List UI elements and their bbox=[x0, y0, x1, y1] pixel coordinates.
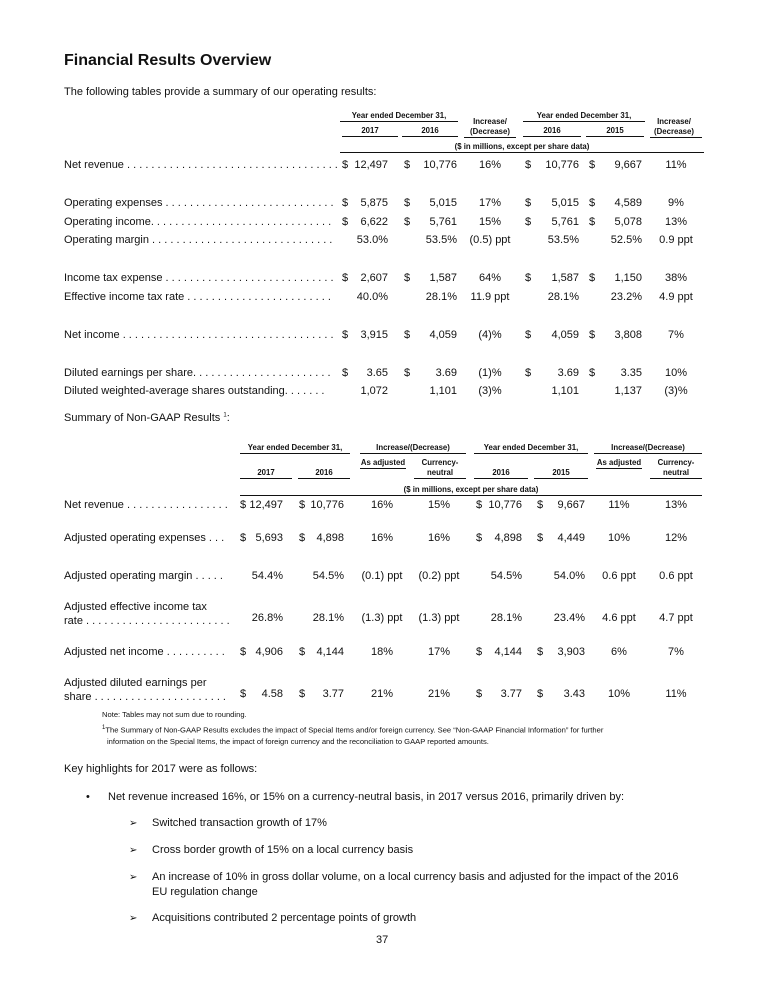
cell-value: (3)% bbox=[478, 385, 502, 397]
row-label: Adjusted operating expenses . . . bbox=[64, 532, 225, 544]
cell-value: 5,015 bbox=[429, 197, 457, 209]
t2-incdec-header-a: Increase/(Decrease) bbox=[360, 443, 466, 454]
currency-symbol: $ bbox=[589, 329, 596, 341]
highlights-intro: Key highlights for 2017 were as follows: bbox=[64, 763, 258, 775]
row-label-line2: rate . . . . . . . . . . . . . . . . . . . . . . . . bbox=[64, 615, 230, 627]
cell-value: 16% bbox=[370, 499, 394, 511]
footnote bbox=[102, 723, 603, 747]
cell-value: 10,776 bbox=[545, 159, 579, 171]
page-number: 37 bbox=[376, 934, 389, 946]
cell-value: 21% bbox=[427, 688, 451, 700]
t2-units: ($ in millions, except per share data) bbox=[240, 485, 702, 496]
cell-value: 3.43 bbox=[563, 688, 585, 700]
t1-increase-underline-b bbox=[650, 137, 702, 138]
sub-bullet-2: Cross border growth of 15% on a local currency basis bbox=[152, 844, 414, 856]
t1-group-header-b: Year ended December 31, bbox=[523, 111, 645, 122]
cell-value: 64% bbox=[478, 272, 502, 284]
cell-value: 23.2% bbox=[610, 291, 642, 303]
cell-value: (0.1) ppt bbox=[361, 570, 403, 582]
currency-symbol: $ bbox=[240, 688, 247, 700]
cell-value: 5,693 bbox=[255, 532, 283, 544]
cell-value: 12,497 bbox=[249, 499, 283, 511]
bullet-main-text: Net revenue increased 16%, or 15% on a currency-neutral basis, in 2017 versus 2016, primarily driven by: bbox=[108, 791, 625, 803]
cell-value: 13% bbox=[664, 499, 688, 511]
row-label: Adjusted operating margin . . . . . bbox=[64, 570, 223, 582]
t1-year-2016b: 2016 bbox=[523, 126, 581, 137]
t2-group-header-a: Year ended December 31, bbox=[240, 443, 350, 454]
cell-value: 3,903 bbox=[557, 646, 585, 658]
cell-value: 4.9 ppt bbox=[659, 291, 693, 303]
cell-value: 4,059 bbox=[551, 329, 579, 341]
currency-symbol: $ bbox=[342, 272, 349, 284]
arrow-bullet-icon: ➢ bbox=[129, 845, 138, 856]
currency-symbol: $ bbox=[342, 367, 349, 379]
row-label: Operating income. . . . . . . . . . . . . . . . . . . . . . . . . . . . . . bbox=[64, 216, 332, 228]
currency-symbol: $ bbox=[525, 329, 532, 341]
cell-value: 10,776 bbox=[310, 499, 344, 511]
t2-year-2016b: 2016 bbox=[474, 468, 528, 479]
cell-value: 1,101 bbox=[429, 385, 457, 397]
cell-value: 4.6 ppt bbox=[602, 612, 636, 624]
currency-symbol: $ bbox=[537, 499, 544, 511]
cell-value: (3)% bbox=[664, 385, 688, 397]
cell-value: 10% bbox=[607, 688, 631, 700]
cell-value: 10% bbox=[607, 532, 631, 544]
currency-symbol: $ bbox=[299, 688, 306, 700]
cell-value: 28.1% bbox=[547, 291, 579, 303]
currency-symbol: $ bbox=[299, 532, 306, 544]
row-label: Net revenue . . . . . . . . . . . . . . . . . bbox=[64, 499, 228, 511]
currency-symbol: $ bbox=[342, 159, 349, 171]
arrow-bullet-icon: ➢ bbox=[129, 872, 138, 883]
cell-value: 1,587 bbox=[429, 272, 457, 284]
cell-value: 5,875 bbox=[360, 197, 388, 209]
summary-heading-colon: : bbox=[226, 412, 230, 424]
row-label: Diluted weighted-average shares outstanding. . . . . . . bbox=[64, 385, 325, 397]
cell-value: 4,059 bbox=[429, 329, 457, 341]
sub-bullet-3: An increase of 10% in gross dollar volume, on a local currency basis and adjusted for the impact of the 2016 bbox=[152, 871, 679, 883]
cell-value: (0.5) ppt bbox=[469, 234, 511, 246]
currency-symbol: $ bbox=[342, 216, 349, 228]
cell-value: 54.5% bbox=[490, 570, 522, 582]
t1-year-2015: 2015 bbox=[586, 126, 644, 137]
cell-value: 15% bbox=[427, 499, 451, 511]
currency-symbol: $ bbox=[476, 646, 483, 658]
cell-value: 52.5% bbox=[610, 234, 642, 246]
currency-symbol: $ bbox=[525, 272, 532, 284]
footnote-line1: The Summary of Non-GAAP Results excludes the impact of Special Items and/or foreign currency. See “Non-GAAP Financial Information” for further bbox=[105, 725, 604, 735]
cell-value: 54.0% bbox=[553, 570, 585, 582]
footnote-marker: 1 bbox=[102, 725, 106, 731]
currency-symbol: $ bbox=[525, 197, 532, 209]
currency-symbol: $ bbox=[525, 216, 532, 228]
currency-symbol: $ bbox=[537, 532, 544, 544]
currency-symbol: $ bbox=[342, 197, 349, 209]
cell-value: 17% bbox=[427, 646, 451, 658]
cell-value: 28.1% bbox=[312, 612, 344, 624]
row-label: Income tax expense . . . . . . . . . . . . . . . . . . . . . . . . . . . . bbox=[64, 272, 334, 284]
t2-group-header-b: Year ended December 31, bbox=[474, 443, 588, 454]
t2-year-2015: 2015 bbox=[534, 468, 588, 479]
summary-heading-sup: 1 bbox=[223, 412, 227, 419]
currency-symbol: $ bbox=[589, 272, 596, 284]
currency-symbol: $ bbox=[525, 367, 532, 379]
cell-value: (1.3) ppt bbox=[361, 612, 403, 624]
cell-value: 9,667 bbox=[614, 159, 642, 171]
currency-symbol: $ bbox=[240, 532, 247, 544]
row-label: Effective income tax rate . . . . . . . . . . . . . . . . . . . . . . . . bbox=[64, 291, 331, 303]
cell-value: 3.69 bbox=[557, 367, 579, 379]
arrow-bullet-icon: ➢ bbox=[129, 913, 138, 924]
t2-year-2016a: 2016 bbox=[298, 468, 350, 479]
currency-symbol: $ bbox=[589, 216, 596, 228]
cell-value: 28.1% bbox=[490, 612, 522, 624]
cell-value: 10,776 bbox=[423, 159, 457, 171]
cell-value: 11% bbox=[665, 688, 687, 700]
currency-symbol: $ bbox=[299, 499, 306, 511]
row-label: Operating expenses . . . . . . . . . . . . . . . . . . . . . . . . . . . . bbox=[64, 197, 334, 209]
currency-symbol: $ bbox=[404, 216, 411, 228]
t2-as-adjusted-a: As adjusted bbox=[360, 458, 406, 467]
cell-value: 13% bbox=[664, 216, 688, 228]
t1-increase-header-b: Increase/ (Decrease) bbox=[654, 117, 694, 136]
cell-value: (1.3) ppt bbox=[418, 612, 460, 624]
cell-value: 53.5% bbox=[425, 234, 457, 246]
row-label: Net revenue . . . . . . . . . . . . . . . . . . . . . . . . . . . . . . . . . . . bbox=[64, 159, 338, 171]
cell-value: 4.7 ppt bbox=[659, 612, 693, 624]
cell-value: 28.1% bbox=[425, 291, 457, 303]
cell-value: (4)% bbox=[478, 329, 502, 341]
t1-year-2016a: 2016 bbox=[402, 126, 458, 137]
cell-value: 9,667 bbox=[557, 499, 585, 511]
cell-value: 54.5% bbox=[312, 570, 344, 582]
cell-value: 26.8% bbox=[251, 612, 283, 624]
t2-currency-neutral-a: Currency- neutral bbox=[414, 458, 466, 479]
currency-symbol: $ bbox=[589, 367, 596, 379]
cell-value: 16% bbox=[478, 159, 502, 171]
cell-value: 18% bbox=[370, 646, 394, 658]
cell-value: 2,607 bbox=[360, 272, 388, 284]
cell-value: 3.77 bbox=[500, 688, 522, 700]
t1-group-header-a: Year ended December 31, bbox=[340, 111, 458, 122]
cell-value: 12% bbox=[664, 532, 688, 544]
cell-value: 6% bbox=[611, 646, 627, 658]
cell-value: 12,497 bbox=[354, 159, 388, 171]
cell-value: 23.4% bbox=[553, 612, 585, 624]
currency-symbol: $ bbox=[404, 367, 411, 379]
cell-value: 1,137 bbox=[614, 385, 642, 397]
cell-value: 3,915 bbox=[360, 329, 388, 341]
cell-value: 4.58 bbox=[261, 688, 283, 700]
cell-value: 11.9 ppt bbox=[470, 291, 510, 303]
cell-value: 5,761 bbox=[429, 216, 457, 228]
cell-value: 3.65 bbox=[366, 367, 388, 379]
t2-year-2017: 2017 bbox=[240, 468, 292, 479]
row-label: Adjusted net income . . . . . . . . . . bbox=[64, 646, 225, 658]
sub-bullet-1: Switched transaction growth of 17% bbox=[152, 817, 327, 829]
summary-heading-text: Summary of Non-GAAP Results bbox=[64, 412, 221, 424]
currency-symbol: $ bbox=[537, 688, 544, 700]
cell-value: 6,622 bbox=[360, 216, 388, 228]
currency-symbol: $ bbox=[476, 532, 483, 544]
currency-symbol: $ bbox=[525, 159, 532, 171]
currency-symbol: $ bbox=[537, 646, 544, 658]
cell-value: 21% bbox=[370, 688, 394, 700]
cell-value: 0.6 ppt bbox=[659, 570, 693, 582]
cell-value: 16% bbox=[427, 532, 451, 544]
cell-value: 0.9 ppt bbox=[659, 234, 693, 246]
cell-value: 1,150 bbox=[614, 272, 642, 284]
cell-value: 4,144 bbox=[316, 646, 344, 658]
rounding-note: Note: Tables may not sum due to rounding. bbox=[102, 710, 247, 719]
currency-symbol: $ bbox=[589, 159, 596, 171]
currency-symbol: $ bbox=[299, 646, 306, 658]
intro-text: The following tables provide a summary of our operating results: bbox=[64, 86, 377, 98]
cell-value: 5,015 bbox=[551, 197, 579, 209]
cell-value: 17% bbox=[478, 197, 502, 209]
cell-value: 53.0% bbox=[356, 234, 388, 246]
cell-value: 3,808 bbox=[614, 329, 642, 341]
t2-as-adjusted-b: As adjusted bbox=[596, 458, 642, 467]
cell-value: 3.35 bbox=[620, 367, 642, 379]
row-label: Net income . . . . . . . . . . . . . . . . . . . . . . . . . . . . . . . . . . . bbox=[64, 329, 334, 341]
currency-symbol: $ bbox=[404, 329, 411, 341]
currency-symbol: $ bbox=[240, 499, 247, 511]
row-label: Diluted earnings per share. . . . . . . . . . . . . . . . . . . . . . . bbox=[64, 367, 331, 379]
row-label-line1: Adjusted effective income tax bbox=[64, 601, 207, 613]
cell-value: 4,449 bbox=[557, 532, 585, 544]
cell-value: 7% bbox=[668, 329, 684, 341]
row-label: Operating margin . . . . . . . . . . . . . . . . . . . . . . . . . . . . . . bbox=[64, 234, 333, 246]
cell-value: 9% bbox=[668, 197, 684, 209]
row-label-line2: share . . . . . . . . . . . . . . . . . . . . . . bbox=[64, 691, 226, 703]
cell-value: 7% bbox=[668, 646, 684, 658]
currency-symbol: $ bbox=[404, 159, 411, 171]
summary-heading bbox=[64, 412, 230, 424]
currency-symbol: $ bbox=[476, 688, 483, 700]
cell-value: 5,761 bbox=[551, 216, 579, 228]
currency-symbol: $ bbox=[342, 329, 349, 341]
cell-value: 15% bbox=[478, 216, 502, 228]
t1-increase-underline-a bbox=[464, 137, 516, 138]
footnote-line2: information on the Special Items, the impact of foreign currency and the reconciliation to GAAP reported amounts. bbox=[107, 736, 489, 746]
cell-value: (0.2) ppt bbox=[418, 570, 460, 582]
cell-value: 4,144 bbox=[494, 646, 522, 658]
currency-symbol: $ bbox=[404, 197, 411, 209]
cell-value: 40.0% bbox=[356, 291, 388, 303]
arrow-bullet-icon: ➢ bbox=[129, 818, 138, 829]
bullet-dot-icon: • bbox=[86, 791, 90, 803]
cell-value: 38% bbox=[664, 272, 688, 284]
cell-value: 16% bbox=[370, 532, 394, 544]
cell-value: 11% bbox=[608, 499, 630, 511]
t1-year-2017: 2017 bbox=[342, 126, 398, 137]
currency-symbol: $ bbox=[240, 646, 247, 658]
t2-currency-neutral-b: Currency- neutral bbox=[650, 458, 702, 479]
cell-value: 3.77 bbox=[322, 688, 344, 700]
cell-value: 10,776 bbox=[488, 499, 522, 511]
sub-bullet-4: Acquisitions contributed 2 percentage points of growth bbox=[152, 912, 417, 924]
currency-symbol: $ bbox=[589, 197, 596, 209]
row-label-line1: Adjusted diluted earnings per bbox=[64, 677, 207, 689]
cell-value: 1,072 bbox=[360, 385, 388, 397]
cell-value: 4,589 bbox=[614, 197, 642, 209]
cell-value: 4,898 bbox=[316, 532, 344, 544]
cell-value: 53.5% bbox=[547, 234, 579, 246]
cell-value: 11% bbox=[665, 159, 687, 171]
cell-value: 4,906 bbox=[255, 646, 283, 658]
cell-value: 1,587 bbox=[551, 272, 579, 284]
currency-symbol: $ bbox=[476, 499, 483, 511]
currency-symbol: $ bbox=[404, 272, 411, 284]
cell-value: 1,101 bbox=[551, 385, 579, 397]
cell-value: 0.6 ppt bbox=[602, 570, 636, 582]
cell-value: 5,078 bbox=[614, 216, 642, 228]
cell-value: 10% bbox=[664, 367, 688, 379]
page-title: Financial Results Overview bbox=[64, 52, 272, 69]
cell-value: 54.4% bbox=[251, 570, 283, 582]
t1-increase-header-a: Increase/ (Decrease) bbox=[470, 117, 510, 136]
sub-bullet-3-cont: EU regulation change bbox=[152, 886, 258, 898]
t2-incdec-header-b: Increase/(Decrease) bbox=[594, 443, 702, 454]
cell-value: 4,898 bbox=[494, 532, 522, 544]
t1-units: ($ in millions, except per share data) bbox=[340, 142, 704, 153]
cell-value: 3.69 bbox=[435, 367, 457, 379]
cell-value: (1)% bbox=[478, 367, 502, 379]
